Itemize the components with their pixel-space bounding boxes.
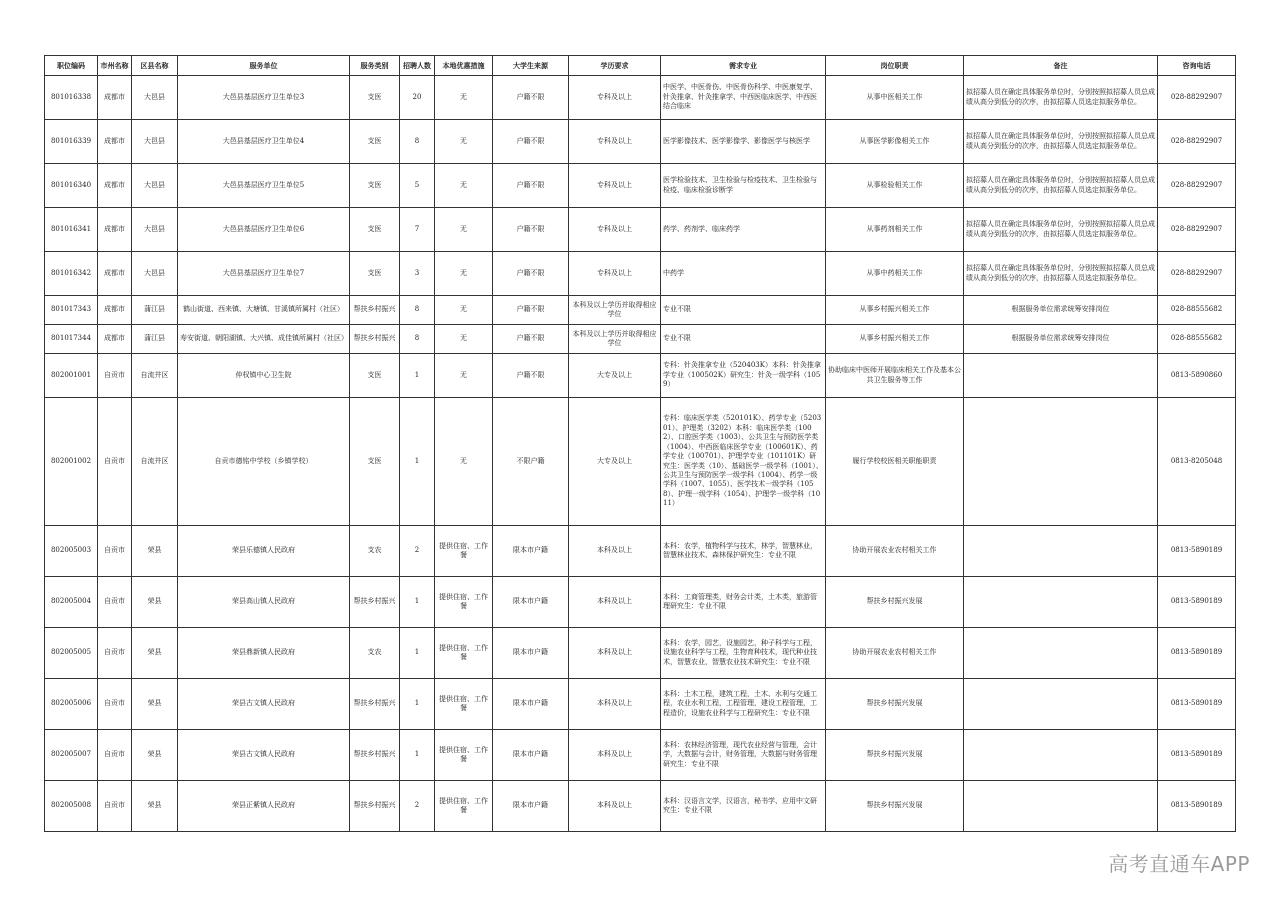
cell-phone: 028-88292907 [1158,164,1236,208]
cell-unit: 鹤山街道、西来镇、大塘镇、甘溪镇所属村（社区） [178,296,350,325]
cell-phone: 028-88555682 [1158,325,1236,354]
cell-duties: 从事检验相关工作 [826,164,964,208]
column-header-code: 职位编码 [45,56,98,76]
cell-count: 8 [400,120,435,164]
cell-local-benefit: 无 [435,398,493,526]
cell-unit: 大邑县基层医疗卫生单位3 [178,76,350,120]
cell-unit: 荣县鼎新镇人民政府 [178,628,350,679]
cell-category: 支医 [350,76,400,120]
cell-count: 2 [400,526,435,577]
cell-city: 自贡市 [98,730,132,781]
cell-remark [964,781,1158,832]
column-header-phone: 咨询电话 [1158,56,1236,76]
cell-phone: 0813-5890189 [1158,781,1236,832]
cell-district: 大邑县 [132,252,178,296]
cell-local-benefit: 提供住宿、工作餐 [435,781,493,832]
cell-phone: 0813-5890189 [1158,577,1236,628]
cell-category: 支医 [350,252,400,296]
cell-district: 蒲江县 [132,296,178,325]
column-header-unit: 服务单位 [178,56,350,76]
cell-education: 本科及以上 [569,628,661,679]
cell-source: 限本市户籍 [493,730,569,781]
column-header-duties: 岗位职责 [826,56,964,76]
column-header-source: 大学生来源 [493,56,569,76]
cell-unit: 荣县高山镇人民政府 [178,577,350,628]
cell-education: 本科及以上 [569,526,661,577]
table-header [45,56,1236,76]
cell-category: 支农 [350,526,400,577]
cell-source: 限本市户籍 [493,679,569,730]
cell-duties: 协助临床中医师开展临床相关工作及基本公共卫生服务等工作 [826,354,964,398]
cell-count: 3 [400,252,435,296]
cell-phone: 0813-8205048 [1158,398,1236,526]
cell-district: 荣县 [132,526,178,577]
cell-major: 专业不限 [661,296,826,325]
cell-count: 1 [400,628,435,679]
table-row [45,679,1236,730]
cell-city: 成都市 [98,120,132,164]
cell-category: 支医 [350,208,400,252]
cell-code: 801016338 [45,76,98,120]
cell-remark [964,679,1158,730]
cell-phone: 028-88292907 [1158,208,1236,252]
cell-education: 大专及以上 [569,354,661,398]
cell-unit: 大邑县基层医疗卫生单位6 [178,208,350,252]
cell-city: 成都市 [98,296,132,325]
cell-unit: 自贡市德铭中学校（乡镇学校） [178,398,350,526]
cell-city: 自贡市 [98,354,132,398]
cell-duties: 帮扶乡村振兴发展 [826,730,964,781]
cell-source: 户籍不限 [493,76,569,120]
cell-category: 帮扶乡村振兴 [350,296,400,325]
cell-unit: 荣县正紫镇人民政府 [178,781,350,832]
column-header-local-benefit: 本地优惠措施 [435,56,493,76]
cell-source: 限本市户籍 [493,781,569,832]
cell-district: 大邑县 [132,120,178,164]
cell-category: 支医 [350,354,400,398]
table-body [45,76,1236,832]
cell-count: 1 [400,354,435,398]
cell-city: 自贡市 [98,526,132,577]
cell-remark [964,628,1158,679]
cell-education: 本科及以上 [569,577,661,628]
cell-city: 自贡市 [98,577,132,628]
cell-local-benefit: 提供住宿、工作餐 [435,679,493,730]
cell-category: 帮扶乡村振兴 [350,730,400,781]
cell-source: 户籍不限 [493,296,569,325]
cell-code: 801016339 [45,120,98,164]
cell-count: 8 [400,296,435,325]
cell-code: 802005006 [45,679,98,730]
cell-education: 专科及以上 [569,120,661,164]
cell-source: 户籍不限 [493,164,569,208]
cell-code: 802001001 [45,354,98,398]
table-row [45,208,1236,252]
table-row [45,781,1236,832]
cell-city: 成都市 [98,208,132,252]
table-row [45,164,1236,208]
cell-major: 专业不限 [661,325,826,354]
cell-remark [964,354,1158,398]
cell-education: 本科及以上学历并取得相应学位 [569,296,661,325]
cell-remark: 拟招募人员在确定具体服务单位时，分别按照拟招募人员总成绩从高分到低分的次序，由拟招募人员选定拟服务单位。 [964,120,1158,164]
cell-count: 8 [400,325,435,354]
cell-major: 医学检验技术、卫生检验与检疫技术、卫生检验与检疫、临床检验诊断学 [661,164,826,208]
cell-category: 支农 [350,628,400,679]
cell-count: 1 [400,730,435,781]
cell-code: 801016341 [45,208,98,252]
column-header-major: 需求专业 [661,56,826,76]
table-row [45,325,1236,354]
cell-code: 801016342 [45,252,98,296]
cell-code: 802005005 [45,628,98,679]
cell-duties: 从事中医相关工作 [826,76,964,120]
header-row [45,56,1236,76]
cell-local-benefit: 无 [435,76,493,120]
cell-phone: 0813-5890189 [1158,526,1236,577]
cell-duties: 从事中药相关工作 [826,252,964,296]
table-row [45,577,1236,628]
cell-local-benefit: 提供住宿、工作餐 [435,577,493,628]
cell-count: 20 [400,76,435,120]
cell-category: 帮扶乡村振兴 [350,325,400,354]
cell-city: 成都市 [98,164,132,208]
cell-count: 1 [400,398,435,526]
cell-major: 本科：农学，园艺，设施园艺，种子科学与工程，设施农业科学与工程，生物育种技术，现代种业技术，智慧农业，智慧农业技术研究生：专业不限 [661,628,826,679]
cell-local-benefit: 提供住宿、工作餐 [435,628,493,679]
cell-city: 成都市 [98,76,132,120]
cell-duties: 从事乡村振兴相关工作 [826,296,964,325]
cell-source: 户籍不限 [493,325,569,354]
cell-major: 药学、药剂学、临床药学 [661,208,826,252]
cell-code: 802005004 [45,577,98,628]
cell-major: 本科：汉语言文学，汉语言，秘书学、应用中文研究生：专业不限 [661,781,826,832]
cell-education: 专科及以上 [569,208,661,252]
cell-source: 户籍不限 [493,252,569,296]
column-header-education: 学历要求 [569,56,661,76]
cell-education: 专科及以上 [569,164,661,208]
cell-major: 医学影像技术、医学影像学、影像医学与核医学 [661,120,826,164]
cell-category: 支医 [350,120,400,164]
cell-source: 限本市户籍 [493,526,569,577]
cell-unit: 仲权镇中心卫生院 [178,354,350,398]
cell-remark [964,577,1158,628]
cell-local-benefit: 无 [435,325,493,354]
cell-remark [964,526,1158,577]
cell-category: 帮扶乡村振兴 [350,781,400,832]
table-row [45,628,1236,679]
cell-local-benefit: 无 [435,164,493,208]
cell-phone: 028-88292907 [1158,120,1236,164]
cell-district: 荣县 [132,781,178,832]
cell-source: 户籍不限 [493,208,569,252]
cell-duties: 从事医学影像相关工作 [826,120,964,164]
cell-local-benefit: 无 [435,120,493,164]
column-header-remark: 备注 [964,56,1158,76]
cell-major: 本科：农林经济管理，现代农业经营与管理，会计学，大数据与会计，财务管理，大数据与财务管理研究生：专业不限 [661,730,826,781]
cell-count: 5 [400,164,435,208]
cell-remark: 根据服务单位需求统筹安排岗位 [964,325,1158,354]
cell-category: 支医 [350,164,400,208]
cell-duties: 履行学校校医相关职能职责 [826,398,964,526]
cell-unit: 荣县古文镇人民政府 [178,679,350,730]
cell-duties: 协助开展农业农村相关工作 [826,628,964,679]
cell-local-benefit: 提供住宿、工作餐 [435,730,493,781]
cell-education: 本科及以上 [569,781,661,832]
cell-education: 专科及以上 [569,76,661,120]
table-row [45,730,1236,781]
cell-remark: 拟招募人员在确定具体服务单位时，分别按照拟招募人员总成绩从高分到低分的次序，由拟招募人员选定拟服务单位。 [964,76,1158,120]
cell-phone: 028-88292907 [1158,76,1236,120]
cell-unit: 荣县乐德镇人民政府 [178,526,350,577]
table-row [45,398,1236,526]
cell-remark [964,398,1158,526]
cell-source: 户籍不限 [493,354,569,398]
cell-district: 荣县 [132,628,178,679]
cell-local-benefit: 无 [435,296,493,325]
watermark-text: 高考直通车APP [1108,852,1250,876]
cell-duties: 帮扶乡村振兴发展 [826,577,964,628]
cell-remark: 拟招募人员在确定具体服务单位时，分别按照拟招募人员总成绩从高分到低分的次序，由拟招募人员选定拟服务单位。 [964,164,1158,208]
cell-source: 不限户籍 [493,398,569,526]
cell-phone: 028-88292907 [1158,252,1236,296]
cell-unit: 寿安街道、朝阳湖镇、大兴镇、成佳镇所属村（社区） [178,325,350,354]
cell-unit: 大邑县基层医疗卫生单位5 [178,164,350,208]
cell-duties: 帮扶乡村振兴发展 [826,781,964,832]
cell-city: 自贡市 [98,398,132,526]
cell-duties: 帮扶乡村振兴发展 [826,679,964,730]
cell-source: 户籍不限 [493,120,569,164]
cell-district: 荣县 [132,730,178,781]
cell-district: 大邑县 [132,76,178,120]
table-row [45,526,1236,577]
column-header-count: 招聘人数 [400,56,435,76]
cell-code: 801017344 [45,325,98,354]
cell-education: 大专及以上 [569,398,661,526]
cell-district: 蒲江县 [132,325,178,354]
cell-major: 专科：临床医学类（520101K）、药学专业（520301）、护理类（3202）本科：临床医学类（1002）、口腔医学类（1003）、公共卫生与预防医学类（1004）、中西医临床医学专业（100601K）、药学专业（100701）、护理学专业（101101K）研究生：医学类（10）、基础医学一级学科（1001）、公共卫生与预防医学一级学科（1004）、药学一级学科（1007、1055）、医学技术一级学科（1058）、护理一级学科（1054）、护理学一级学科（1011） [661,398,826,526]
cell-code: 802001002 [45,398,98,526]
cell-phone: 0813-5890860 [1158,354,1236,398]
cell-code: 801016340 [45,164,98,208]
cell-phone: 028-88555682 [1158,296,1236,325]
cell-major: 专科：针灸推拿专业（520403K）本科：针灸推拿学专业（100502K）研究生：针灸一级学科（1059） [661,354,826,398]
column-header-district: 区县名称 [132,56,178,76]
cell-education: 本科及以上 [569,730,661,781]
cell-education: 本科及以上学历并取得相应学位 [569,325,661,354]
cell-district: 荣县 [132,679,178,730]
cell-remark: 拟招募人员在确定具体服务单位时，分别按照拟招募人员总成绩从高分到低分的次序，由拟招募人员选定拟服务单位。 [964,208,1158,252]
cell-city: 自贡市 [98,628,132,679]
column-header-city: 市州名称 [98,56,132,76]
table-row [45,354,1236,398]
cell-major: 本科：农学，植物科学与技术，林学，智慧林业，智慧林业技术、森林保护研究生：专业不限 [661,526,826,577]
cell-code: 801017343 [45,296,98,325]
cell-category: 帮扶乡村振兴 [350,577,400,628]
table-row [45,76,1236,120]
cell-remark: 拟招募人员在确定具体服务单位时，分别按照拟招募人员总成绩从高分到低分的次序，由拟招募人员选定拟服务单位。 [964,252,1158,296]
cell-count: 1 [400,679,435,730]
cell-local-benefit: 无 [435,208,493,252]
cell-duties: 从事药剂相关工作 [826,208,964,252]
cell-local-benefit: 无 [435,252,493,296]
cell-district: 大邑县 [132,164,178,208]
column-header-category: 服务类别 [350,56,400,76]
cell-count: 2 [400,781,435,832]
cell-source: 限本市户籍 [493,628,569,679]
cell-district: 自流井区 [132,398,178,526]
cell-district: 大邑县 [132,208,178,252]
table-row [45,252,1236,296]
cell-city: 自贡市 [98,679,132,730]
cell-unit: 大邑县基层医疗卫生单位4 [178,120,350,164]
cell-phone: 0813-5890189 [1158,628,1236,679]
cell-district: 荣县 [132,577,178,628]
cell-education: 专科及以上 [569,252,661,296]
cell-remark [964,730,1158,781]
cell-local-benefit: 提供住宿、工作餐 [435,526,493,577]
cell-count: 7 [400,208,435,252]
cell-count: 1 [400,577,435,628]
cell-major: 中医学、中医骨伤、中医骨伤科学、中医康复学、针灸推拿、针灸推拿学、中西医临床医学、中西医结合临床 [661,76,826,120]
cell-code: 802005007 [45,730,98,781]
cell-city: 自贡市 [98,781,132,832]
cell-district: 自流井区 [132,354,178,398]
cell-unit: 荣县古文镇人民政府 [178,730,350,781]
cell-major: 本科：土木工程，建筑工程，土木、水利与交通工程，农业水利工程，工程管理，建设工程管理，工程造价，设施农业科学与工程研究生：专业不限 [661,679,826,730]
cell-major: 中药学 [661,252,826,296]
cell-phone: 0813-5890189 [1158,730,1236,781]
cell-city: 成都市 [98,325,132,354]
table-row [45,120,1236,164]
cell-code: 802005008 [45,781,98,832]
cell-local-benefit: 无 [435,354,493,398]
cell-source: 限本市户籍 [493,577,569,628]
table-row [45,296,1236,325]
cell-city: 成都市 [98,252,132,296]
recruitment-table [44,55,1236,832]
cell-phone: 0813-5890189 [1158,679,1236,730]
cell-unit: 大邑县基层医疗卫生单位7 [178,252,350,296]
cell-category: 支医 [350,398,400,526]
cell-code: 802005003 [45,526,98,577]
cell-category: 帮扶乡村振兴 [350,679,400,730]
cell-remark: 根据服务单位需求统筹安排岗位 [964,296,1158,325]
cell-major: 本科：工商管理类，财务会计类，土木类，旅游管理研究生：专业不限 [661,577,826,628]
cell-education: 本科及以上 [569,679,661,730]
cell-duties: 协助开展农业农村相关工作 [826,526,964,577]
cell-duties: 从事乡村振兴相关工作 [826,325,964,354]
